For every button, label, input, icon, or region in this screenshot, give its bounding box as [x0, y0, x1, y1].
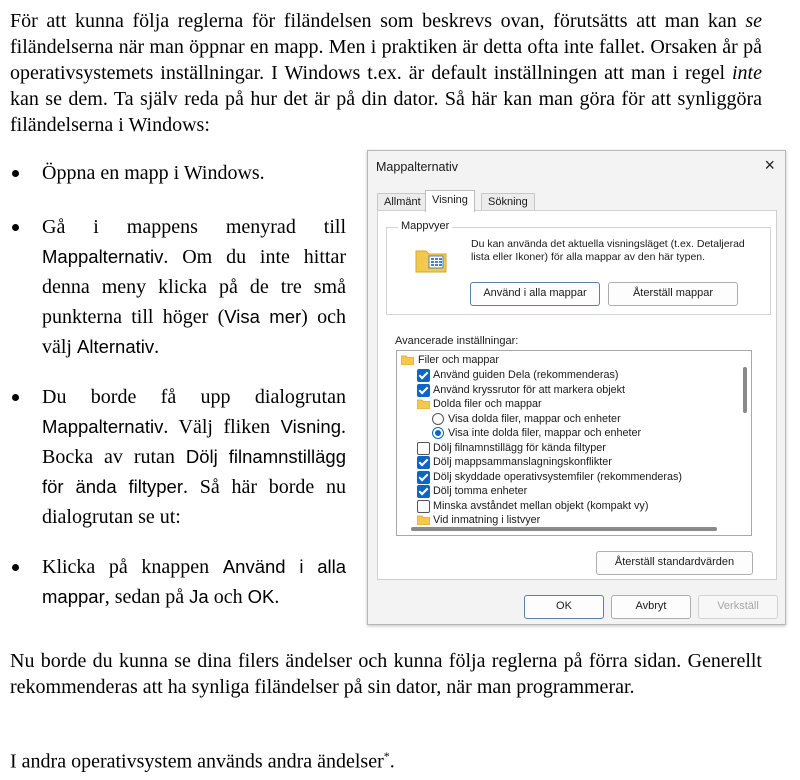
intro-text-2: filändelserna när man öppnar en mapp. Men i praktiken är detta ofta inte fallet. Orsaken år på operativsystemets inställningar. I Windows t.ex. är default inställningen att man i regel: [10, 36, 762, 84]
folder-views-description: Du kan använda det aktuella visningsläget (t.ex. Detaljerad lista eller Ikoner) för alla mappar av den här typen.: [471, 238, 745, 263]
ok-button[interactable]: OK: [524, 595, 604, 619]
ui-term: Alternativ: [77, 336, 155, 357]
tree-radio-hide-hidden[interactable]: Visa inte dolda filer, mappar och enheter: [432, 426, 641, 440]
checkbox[interactable]: [417, 442, 430, 455]
vertical-scrollbar[interactable]: [743, 367, 747, 413]
apply-button: Verkställ: [698, 595, 778, 619]
outro-paragraph: Nu borde du kunna se dina filers ändelser och kunna följa reglerna på förra sidan. Generellt rekommenderas att ha synliga filändelser på sin dator, när man programmerar.: [10, 650, 762, 698]
ui-term: OK: [247, 586, 275, 607]
ui-term: Använd i alla mappar: [42, 556, 346, 607]
ui-term: Mappalternativ: [42, 246, 164, 267]
bullet-dot: [12, 394, 19, 401]
intro-em-se: se: [745, 10, 762, 32]
intro-paragraph: [10, 8, 762, 138]
bullet-open-folder: [12, 158, 346, 188]
bullet-text: Du borde få upp dialogrutan Mappalternativ. Välj fliken Visning. Bocka av rutan Dölj filnamnstillägg för ända filtyper. Så här borde nu dialogrutan se ut:: [42, 386, 346, 528]
ui-term: Dölj filnamnstillägg för ända filtyper: [42, 446, 346, 497]
advanced-settings-label: Avancerade inställningar:: [395, 335, 519, 347]
tree-checkbox-protected-files[interactable]: Dölj skyddade operativsystemfiler (rekommenderas): [417, 470, 682, 484]
checkbox[interactable]: [417, 485, 430, 498]
tree-checkbox-merge-conflicts[interactable]: Dölj mappsammanslagningskonflikter: [417, 455, 612, 469]
tree-folder-hidden: Dolda filer och mappar: [417, 397, 542, 411]
intro-text-1: För att kunna följa reglerna för filändelsen som beskrevs ovan, förutsätts att man kan: [10, 10, 746, 32]
restore-defaults-button[interactable]: Återställ standardvärden: [596, 551, 753, 575]
tree-radio-show-hidden[interactable]: Visa dolda filer, mappar och enheter: [432, 412, 621, 426]
radio-button[interactable]: [432, 427, 444, 439]
folder-icon: [401, 355, 414, 365]
tree-folder-files: Filer och mappar: [401, 353, 499, 367]
reset-folders-button[interactable]: Återställ mappar: [608, 282, 738, 306]
bullet-dot: [12, 224, 19, 231]
tab-search[interactable]: Sökning: [481, 193, 535, 211]
folder-icon: [417, 515, 430, 525]
footnote-marker: *: [383, 749, 390, 763]
ui-term: Visa mer: [224, 306, 302, 327]
bullet-dialog: [12, 382, 346, 532]
tab-view[interactable]: Visning: [425, 190, 475, 212]
dialog-title: Mappalternativ: [376, 160, 458, 174]
bullet-folder-options: [12, 212, 346, 362]
bullet-text: Klicka på knappen Använd i alla mappar, sedan på Ja och OK.: [42, 556, 346, 608]
folder-views-label: Mappvyer: [398, 220, 452, 232]
checkbox[interactable]: [417, 456, 430, 469]
folder-view-icon: [415, 247, 447, 276]
horizontal-scrollbar[interactable]: [411, 527, 717, 531]
tree-checkbox-empty-drives[interactable]: Dölj tomma enheter: [417, 484, 527, 498]
folder-options-dialog: [367, 150, 786, 625]
footnote-paragraph: I andra operativsystem används andra ändelser*.: [10, 749, 395, 773]
bullet-apply: [12, 552, 346, 612]
advanced-settings-list[interactable]: [396, 350, 752, 536]
ui-term: Mappalternativ: [42, 416, 164, 437]
tree-folder-typing: Vid inmatning i listvyer: [417, 513, 540, 527]
checkbox[interactable]: [417, 471, 430, 484]
ui-term: Visning: [280, 416, 341, 437]
bullet-dot: [12, 170, 19, 177]
intro-em-inte: inte: [732, 62, 762, 84]
checkbox[interactable]: [417, 369, 430, 382]
checkbox[interactable]: [417, 384, 430, 397]
tree-checkbox-compact-view[interactable]: Minska avståndet mellan objekt (kompakt vy): [417, 499, 648, 513]
tab-general[interactable]: Allmänt: [377, 193, 428, 211]
ui-term: Ja: [189, 586, 209, 607]
tree-checkbox-item-checkboxes[interactable]: Använd kryssrutor för att markera objekt: [417, 383, 625, 397]
intro-text-3: kan se dem. Ta själv reda på hur det är på din dator. Så här kan man göra för att synliggöra filändelserna i Windows:: [10, 88, 762, 136]
bullet-dot: [12, 564, 19, 571]
folder-icon: [417, 399, 430, 409]
bullet-text: Öppna en mapp i Windows.: [42, 162, 265, 184]
radio-button[interactable]: [432, 413, 444, 425]
tree-checkbox-share-wizard[interactable]: Använd guiden Dela (rekommenderas): [417, 368, 618, 382]
bullet-text: Gå i mappens menyrad till Mappalternativ. Om du inte hittar denna meny klicka på de tre små punkterna till höger (Visa mer) och välj Alternativ.: [42, 216, 346, 358]
tree-checkbox-hide-extensions[interactable]: Dölj filnamnstillägg för kända filtyper: [417, 441, 606, 455]
apply-to-all-folders-button[interactable]: Använd i alla mappar: [470, 282, 600, 306]
checkbox[interactable]: [417, 500, 430, 513]
cancel-button[interactable]: Avbryt: [611, 595, 691, 619]
close-icon[interactable]: ×: [764, 155, 775, 175]
